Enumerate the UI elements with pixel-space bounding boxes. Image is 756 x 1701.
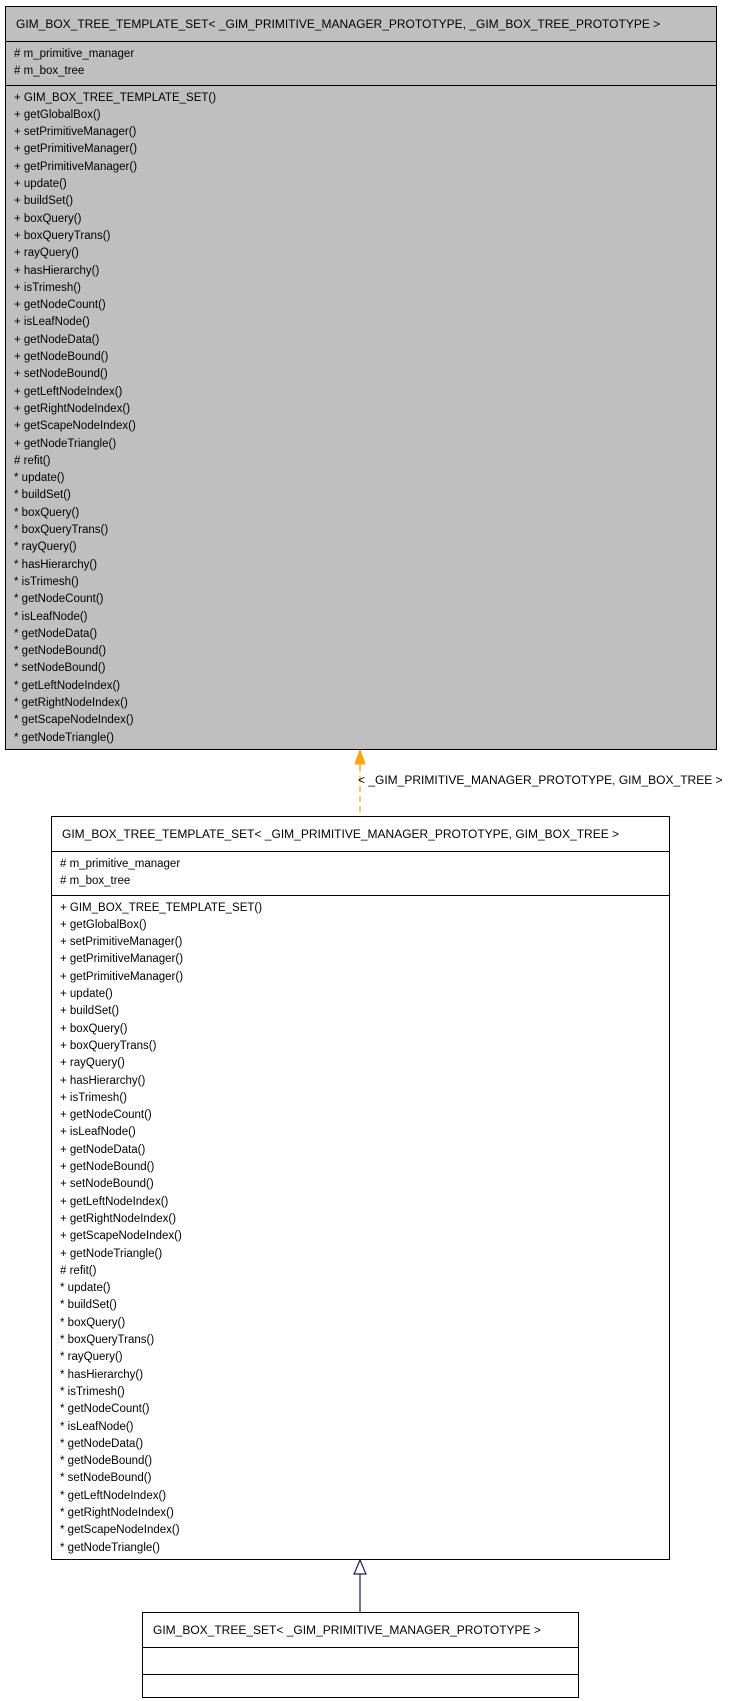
class-member: * getNodeCount() [60, 1403, 150, 1416]
class-member: * boxQuery() [60, 1316, 126, 1329]
class-title: GIM_BOX_TREE_TEMPLATE_SET< _GIM_PRIMITIVE_MANAGER_PROTOTYPE, _GIM_BOX_TREE_PROTOTYPE > [6, 7, 716, 42]
class-member: + getPrimitiveManager() [60, 953, 184, 966]
class-member: + getScapeNodeIndex() [14, 420, 136, 433]
template-edge-arrowhead [355, 750, 365, 764]
class-member: + getGlobalBox() [14, 108, 101, 121]
class-member: + boxQueryTrans() [60, 1039, 157, 1052]
class-member: * update() [14, 472, 65, 485]
class-member: + getPrimitiveManager() [14, 160, 138, 173]
class-member: # m_box_tree [60, 875, 131, 888]
class-member: + getNodeTriangle() [60, 1247, 163, 1260]
class-member: + getNodeBound() [60, 1161, 155, 1174]
class-member: + update() [60, 988, 113, 1001]
class-member: + rayQuery() [14, 247, 79, 260]
class-member: * getLeftNodeIndex() [14, 679, 121, 692]
class-member: * update() [60, 1282, 111, 1295]
class-member: * getRightNodeIndex() [60, 1506, 174, 1519]
class-member: * getScapeNodeIndex() [60, 1524, 180, 1537]
class-member: + getScapeNodeIndex() [60, 1230, 182, 1243]
class-member: + setNodeBound() [60, 1178, 154, 1191]
class-member: # m_box_tree [14, 65, 85, 78]
class-member: # refit() [60, 1264, 97, 1277]
class-member: + setNodeBound() [14, 368, 108, 381]
class-member: * getScapeNodeIndex() [14, 714, 134, 727]
class-member: # m_primitive_manager [14, 48, 135, 60]
class-member: + isTrimesh() [14, 281, 81, 294]
class-member: # m_primitive_manager [60, 858, 181, 870]
class-title: GIM_BOX_TREE_SET< _GIM_PRIMITIVE_MANAGER_PROTOTYPE > [143, 1613, 578, 1648]
class-member: * getNodeCount() [14, 593, 104, 606]
attribute-section [143, 1648, 578, 1675]
method-section [52, 896, 669, 1561]
class-member: + getNodeBound() [14, 351, 109, 364]
class-box-derived[interactable] [142, 1612, 579, 1698]
class-member: + getRightNodeIndex() [14, 402, 131, 415]
class-member: * isLeafNode() [60, 1420, 134, 1433]
class-member: * boxQueryTrans() [60, 1334, 155, 1347]
class-title: GIM_BOX_TREE_TEMPLATE_SET< _GIM_PRIMITIVE_MANAGER_PROTOTYPE, GIM_BOX_TREE > [52, 817, 669, 852]
class-member: + getNodeData() [60, 1143, 146, 1156]
class-member: + getNodeCount() [14, 299, 106, 312]
class-member: + GIM_BOX_TREE_TEMPLATE_SET() [60, 901, 263, 914]
class-member: + getLeftNodeIndex() [14, 385, 123, 398]
class-member: + update() [14, 178, 67, 191]
class-member: * getNodeBound() [14, 645, 107, 658]
class-member: * isTrimesh() [14, 575, 79, 588]
class-member: + isLeafNode() [14, 316, 90, 329]
class-member: + isLeafNode() [60, 1126, 136, 1139]
class-member: * rayQuery() [60, 1351, 123, 1364]
class-member: + isTrimesh() [60, 1091, 127, 1104]
class-member: * getNodeData() [14, 627, 98, 640]
class-member: * hasHierarchy() [14, 558, 98, 571]
class-member: * getNodeBound() [60, 1455, 153, 1468]
attribute-section [52, 852, 669, 896]
class-member: + buildSet() [60, 1005, 120, 1018]
class-member: + boxQuery() [14, 212, 82, 225]
class-member: * setNodeBound() [14, 662, 106, 675]
class-member: + hasHierarchy() [60, 1074, 146, 1087]
class-member: + GIM_BOX_TREE_TEMPLATE_SET() [14, 91, 217, 104]
class-member: + setPrimitiveManager() [60, 936, 183, 949]
template-arguments-label: < _GIM_PRIMITIVE_MANAGER_PROTOTYPE, GIM_BOX_TREE > [358, 773, 723, 787]
class-member: + getPrimitiveManager() [14, 143, 138, 156]
class-member: * hasHierarchy() [60, 1368, 144, 1381]
class-member: * getRightNodeIndex() [14, 696, 128, 709]
method-section [143, 1675, 578, 1701]
class-member: * buildSet() [60, 1299, 117, 1312]
class-member: + getLeftNodeIndex() [60, 1195, 169, 1208]
class-member: * getNodeData() [60, 1437, 144, 1450]
class-member: * boxQueryTrans() [14, 524, 109, 537]
class-box-template[interactable] [5, 6, 717, 750]
class-member: + hasHierarchy() [14, 264, 100, 277]
class-member: * boxQuery() [14, 506, 80, 519]
class-member: * isTrimesh() [60, 1385, 125, 1398]
class-member: * rayQuery() [14, 541, 77, 554]
class-member: + getNodeTriangle() [14, 437, 117, 450]
class-member: + rayQuery() [60, 1057, 125, 1070]
class-member: + setPrimitiveManager() [14, 126, 137, 139]
method-section [6, 86, 716, 751]
class-member: * isLeafNode() [14, 610, 88, 623]
inheritance-edge-arrowhead [354, 1560, 366, 1574]
class-member: * buildSet() [14, 489, 71, 502]
class-member: + buildSet() [14, 195, 74, 208]
class-member: * getNodeTriangle() [14, 731, 114, 744]
class-box-instantiation[interactable] [51, 816, 670, 1560]
class-member: * setNodeBound() [60, 1472, 152, 1485]
attribute-section [6, 42, 716, 86]
class-member: + boxQuery() [60, 1022, 128, 1035]
class-member: * getNodeTriangle() [60, 1541, 160, 1554]
class-member: # refit() [14, 454, 51, 467]
class-member: + boxQueryTrans() [14, 229, 111, 242]
class-member: + getGlobalBox() [60, 918, 147, 931]
class-member: + getRightNodeIndex() [60, 1212, 177, 1225]
class-member: + getNodeData() [14, 333, 100, 346]
class-member: + getNodeCount() [60, 1109, 152, 1122]
class-member: * getLeftNodeIndex() [60, 1489, 167, 1502]
class-member: + getPrimitiveManager() [60, 970, 184, 983]
